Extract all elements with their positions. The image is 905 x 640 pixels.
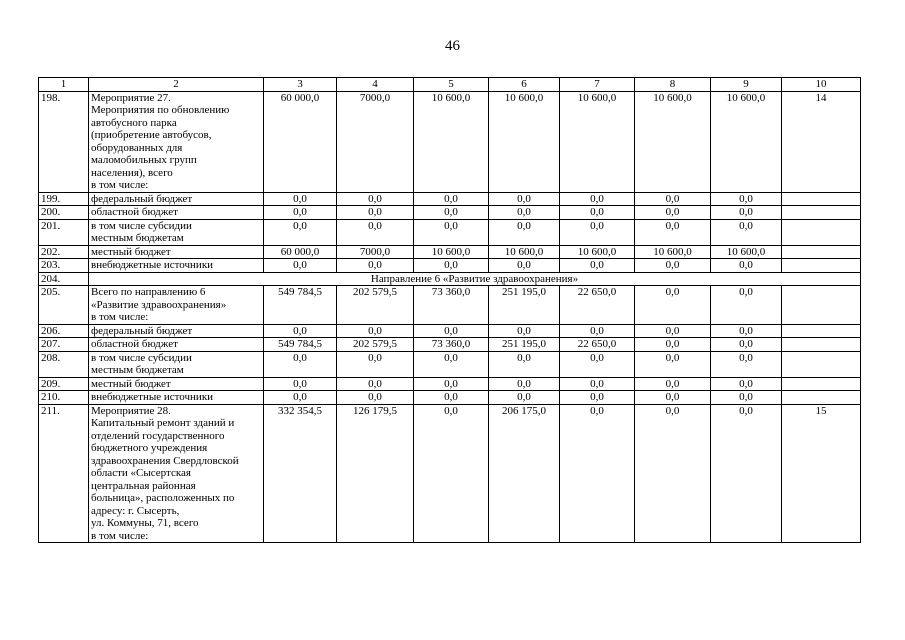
description-line: Мероприятие 27. [91,91,171,104]
table-row [39,245,861,259]
value-cell [782,259,861,273]
value-cell: 10 600,0 [489,91,560,192]
value-cell: 73 360,0 [414,286,489,325]
value-cell: 0,0 [635,324,711,338]
value-cell: 0,0 [711,324,782,338]
value-cell: 202 579,5 [337,338,414,352]
description-line: бюджетного учреждения [91,442,208,454]
value-cell: 10 600,0 [560,91,635,192]
row-description [89,245,264,259]
table-row [39,91,861,192]
value-cell: 0,0 [560,404,635,543]
table-row [39,206,861,220]
description-line: в том числе субсидии [91,219,192,232]
value-cell: 0,0 [489,219,560,245]
value-cell: 10 600,0 [560,245,635,259]
value-cell: 0,0 [414,324,489,338]
value-cell [782,206,861,220]
column-number: 4 [337,78,414,92]
value-cell: 0,0 [560,391,635,405]
value-cell: 22 650,0 [560,286,635,325]
description-line: «Развитие здравоохранения» [91,298,227,311]
column-number: 7 [560,78,635,92]
table-row [39,391,861,405]
value-cell: 10 600,0 [711,245,782,259]
row-description [89,192,264,206]
value-cell: 0,0 [711,404,782,543]
value-cell: 0,0 [711,338,782,352]
row-number: 203. [39,259,89,273]
description-line: областной бюджет [91,338,178,350]
row-description [89,377,264,391]
value-cell: 0,0 [264,206,337,220]
value-cell: 0,0 [264,259,337,273]
value-cell: 0,0 [337,391,414,405]
value-cell: 0,0 [489,377,560,391]
value-cell [782,377,861,391]
value-cell [782,338,861,352]
value-cell: 0,0 [337,324,414,338]
value-cell: 0,0 [264,391,337,405]
column-number: 2 [89,78,264,92]
value-cell: 10 600,0 [635,91,711,192]
description-line: местный бюджет [91,377,171,390]
value-cell: 60 000,0 [264,245,337,259]
value-cell: 10 600,0 [489,245,560,259]
value-cell: 0,0 [711,206,782,220]
value-cell: 10 600,0 [414,91,489,192]
row-description [89,324,264,338]
value-cell: 15 [782,404,861,543]
value-cell: 0,0 [560,219,635,245]
row-description [89,286,264,325]
value-cell: 22 650,0 [560,338,635,352]
row-number: 205. [39,286,89,325]
row-description [89,404,264,543]
column-number-row [39,78,861,92]
column-number: 5 [414,78,489,92]
value-cell: 0,0 [414,351,489,377]
description-line: Мероприятия по обновлению [91,104,230,116]
row-number: 210. [39,391,89,405]
row-number: 198. [39,91,89,192]
description-line: в том числе: [91,529,149,542]
value-cell: 0,0 [489,351,560,377]
description-line: федеральный бюджет [91,192,193,205]
row-number: 201. [39,219,89,245]
value-cell: 0,0 [635,351,711,377]
value-cell: 0,0 [414,192,489,206]
value-cell: 0,0 [560,192,635,206]
table-row [39,219,861,245]
row-description [89,351,264,377]
value-cell: 0,0 [414,404,489,543]
value-cell [782,245,861,259]
value-cell: 0,0 [337,259,414,273]
value-cell: 0,0 [264,192,337,206]
description-line: федеральный бюджет [91,324,193,337]
description-line: маломобильных групп [91,154,197,166]
table-row [39,286,861,325]
value-cell: 0,0 [635,377,711,391]
row-description [89,338,264,352]
value-cell: 0,0 [560,324,635,338]
value-cell: 0,0 [414,206,489,220]
value-cell [782,391,861,405]
value-cell: 10 600,0 [711,91,782,192]
row-number: 199. [39,192,89,206]
value-cell: 251 195,0 [489,286,560,325]
description-line: Мероприятие 28. [91,404,171,417]
value-cell: 0,0 [414,391,489,405]
value-cell: 7000,0 [337,91,414,192]
description-line: отделений государственного [91,429,225,442]
row-description [89,259,264,273]
row-number: 207. [39,338,89,352]
value-cell: 7000,0 [337,245,414,259]
value-cell: 0,0 [560,377,635,391]
table-row [39,377,861,391]
value-cell: 0,0 [711,391,782,405]
row-number: 200. [39,206,89,220]
column-number: 3 [264,78,337,92]
description-line: областной бюджет [91,206,178,218]
value-cell: 0,0 [560,206,635,220]
value-cell: 0,0 [635,338,711,352]
value-cell: 0,0 [337,377,414,391]
value-cell: 0,0 [560,351,635,377]
value-cell: 202 579,5 [337,286,414,325]
value-cell: 0,0 [489,206,560,220]
row-description [89,219,264,245]
value-cell: 0,0 [635,391,711,405]
description-line: местный бюджет [91,245,171,258]
description-line: в том числе: [91,179,149,191]
value-cell: 332 354,5 [264,404,337,543]
value-cell: 0,0 [337,219,414,245]
description-line: ул. Коммуны, 71, всего [91,517,199,529]
row-number: 211. [39,404,89,543]
value-cell: 0,0 [337,192,414,206]
value-cell: 0,0 [711,377,782,391]
description-line: здравоохранения Свердловской [91,454,239,467]
page-number: 46 [445,38,460,54]
table-row [39,324,861,338]
value-cell: 251 195,0 [489,338,560,352]
row-description [89,391,264,405]
value-cell: 73 360,0 [414,338,489,352]
value-cell: 549 784,5 [264,286,337,325]
section-heading: Направление 6 «Развитие здравоохранения» [89,272,861,286]
value-cell: 10 600,0 [635,245,711,259]
description-line: в том числе: [91,311,149,323]
row-number: 209. [39,377,89,391]
description-line: местным бюджетам [91,232,184,244]
value-cell: 0,0 [635,206,711,220]
value-cell: 60 000,0 [264,91,337,192]
description-line: адресу: г. Сысерть, [91,504,180,517]
column-number: 6 [489,78,560,92]
description-line: местным бюджетам [91,364,184,376]
value-cell [782,192,861,206]
value-cell: 0,0 [264,219,337,245]
value-cell: 0,0 [635,404,711,543]
description-line: населения), всего [91,166,173,179]
value-cell: 10 600,0 [414,245,489,259]
value-cell: 0,0 [414,377,489,391]
row-number: 206. [39,324,89,338]
value-cell [782,351,861,377]
value-cell: 0,0 [337,206,414,220]
table-row [39,272,861,286]
value-cell: 0,0 [635,219,711,245]
column-number: 9 [711,78,782,92]
description-line: в том числе субсидии [91,351,192,364]
table-row [39,192,861,206]
value-cell [782,324,861,338]
value-cell: 126 179,5 [337,404,414,543]
value-cell: 0,0 [337,351,414,377]
value-cell: 206 175,0 [489,404,560,543]
value-cell [782,219,861,245]
value-cell: 0,0 [414,259,489,273]
description-line: больница», расположенных по [91,492,235,504]
table-row [39,351,861,377]
value-cell: 0,0 [711,219,782,245]
value-cell: 14 [782,91,861,192]
value-cell: 0,0 [711,351,782,377]
value-cell: 0,0 [414,219,489,245]
value-cell: 0,0 [635,192,711,206]
description-line: центральная районная [91,479,196,492]
description-line: внебюджетные источники [91,391,214,403]
value-cell: 0,0 [711,259,782,273]
description-line: внебюджетные источники [91,259,214,271]
value-cell: 0,0 [264,351,337,377]
value-cell: 0,0 [489,324,560,338]
table-row [39,404,861,543]
row-description [89,206,264,220]
description-line: Капитальный ремонт зданий и [91,417,235,429]
value-cell: 0,0 [264,324,337,338]
row-number: 208. [39,351,89,377]
column-number: 10 [782,78,861,92]
description-line: (приобретение автобусов, [91,129,212,141]
value-cell: 0,0 [489,391,560,405]
value-cell: 0,0 [489,259,560,273]
row-number: 204. [39,272,89,286]
table-row [39,259,861,273]
table-row [39,338,861,352]
row-number: 202. [39,245,89,259]
value-cell: 0,0 [635,286,711,325]
value-cell: 0,0 [635,259,711,273]
value-cell: 0,0 [711,192,782,206]
description-line: оборудованных для [91,141,183,154]
description-line: автобусного парка [91,116,177,129]
row-description [89,91,264,192]
value-cell: 0,0 [711,286,782,325]
column-number: 1 [39,78,89,92]
description-line: области «Сысертская [91,467,191,479]
value-cell: 0,0 [560,259,635,273]
value-cell [782,286,861,325]
value-cell: 0,0 [264,377,337,391]
column-number: 8 [635,78,711,92]
description-line: Всего по направлению 6 [91,286,206,298]
value-cell: 549 784,5 [264,338,337,352]
value-cell: 0,0 [489,192,560,206]
budget-table [38,77,861,543]
